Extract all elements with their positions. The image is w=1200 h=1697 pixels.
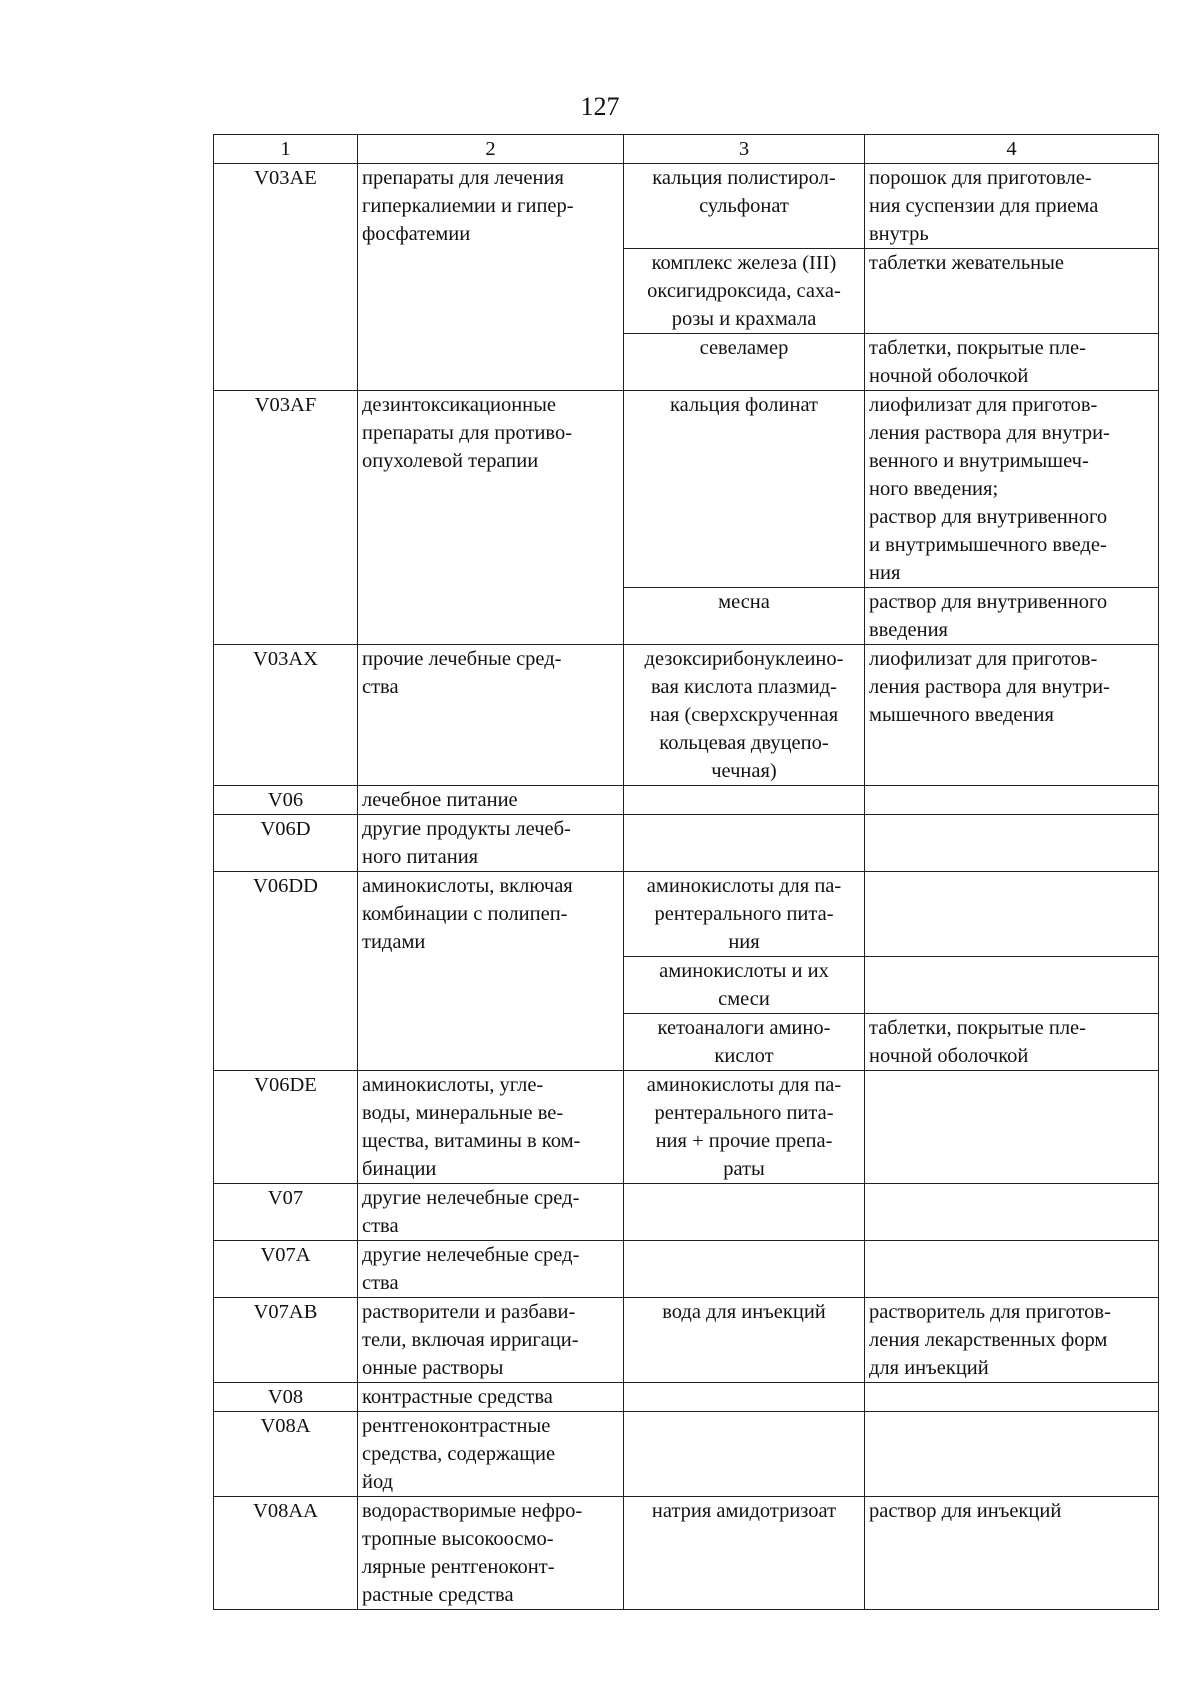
atc-code-cell: V03AE <box>214 164 358 391</box>
dosage-form-cell: растворитель для приготов- ления лекарственных форм для инъекций <box>865 1298 1159 1383</box>
header-col-1: 1 <box>214 135 358 164</box>
atc-group-cell: препараты для лечения гиперкалиемии и гипер- фосфатемии <box>358 164 624 391</box>
dosage-form-cell: таблетки, покрытые пле- ночной оболочкой <box>865 1014 1159 1071</box>
atc-code-cell: V07AB <box>214 1298 358 1383</box>
header-col-2: 2 <box>358 135 624 164</box>
table-row <box>214 872 1159 957</box>
dosage-form-cell: лиофилизат для приготов- ления раствора для внутри- мышечного введения <box>865 645 1159 786</box>
substance-cell: кетоаналоги амино- кислот <box>624 1014 865 1071</box>
table-row <box>214 1184 1159 1241</box>
dosage-form-cell <box>865 1184 1159 1241</box>
table-row <box>214 645 1159 786</box>
atc-code-cell: V06D <box>214 815 358 872</box>
substance-cell: месна <box>624 588 865 645</box>
atc-code-cell: V06DE <box>214 1071 358 1184</box>
table-row <box>214 1497 1159 1610</box>
table-row <box>214 815 1159 872</box>
table-row <box>214 1241 1159 1298</box>
header-col-4: 4 <box>865 135 1159 164</box>
substance-cell: натрия амидотризоат <box>624 1497 865 1610</box>
atc-code-cell: V07A <box>214 1241 358 1298</box>
atc-group-cell: прочие лечебные сред- ства <box>358 645 624 786</box>
atc-group-cell: аминокислоты, угле- воды, минеральные ве- щества, витамины в ком- бинации <box>358 1071 624 1184</box>
dosage-form-cell <box>865 1412 1159 1497</box>
table-row <box>214 1298 1159 1383</box>
atc-code-cell: V07 <box>214 1184 358 1241</box>
atc-group-cell: другие нелечебные сред- ства <box>358 1184 624 1241</box>
atc-group-cell: другие нелечебные сред- ства <box>358 1241 624 1298</box>
table-header-row <box>214 135 1159 164</box>
substance-cell: кальция полистирол- сульфонат <box>624 164 865 249</box>
dosage-form-cell <box>865 786 1159 815</box>
table-row <box>214 786 1159 815</box>
dosage-form-cell: раствор для внутривенного введения <box>865 588 1159 645</box>
substance-cell: аминокислоты для па- рентерального пита- ния + прочие препа- раты <box>624 1071 865 1184</box>
substance-cell: аминокислоты для па- рентерального пита- ния <box>624 872 865 957</box>
atc-group-cell: рентгеноконтрастные средства, содержащие йод <box>358 1412 624 1497</box>
atc-group-cell: лечебное питание <box>358 786 624 815</box>
atc-code-cell: V03AX <box>214 645 358 786</box>
atc-group-cell: аминокислоты, включая комбинации с полипеп- тидами <box>358 872 624 1071</box>
substance-cell <box>624 815 865 872</box>
substance-cell <box>624 786 865 815</box>
table-row <box>214 1071 1159 1184</box>
table-body <box>214 135 1159 1610</box>
dosage-form-cell: раствор для инъекций <box>865 1497 1159 1610</box>
atc-group-cell: водорастворимые нефро- тропные высокоосмо- лярные рентгеноконт- растные средства <box>358 1497 624 1610</box>
table-row <box>214 391 1159 588</box>
substance-cell <box>624 1184 865 1241</box>
page-number: 127 <box>580 92 620 121</box>
substance-cell <box>624 1412 865 1497</box>
dosage-form-cell <box>865 815 1159 872</box>
atc-group-cell: дезинтоксикационные препараты для противо- опухолевой терапии <box>358 391 624 645</box>
atc-code-cell: V08A <box>214 1412 358 1497</box>
dosage-form-cell <box>865 1383 1159 1412</box>
substance-cell: вода для инъекций <box>624 1298 865 1383</box>
dosage-form-cell: порошок для приготовле- ния суспензии для приема внутрь <box>865 164 1159 249</box>
table-row <box>214 1383 1159 1412</box>
atc-group-cell: другие продукты лечеб- ного питания <box>358 815 624 872</box>
substance-cell: кальция фолинат <box>624 391 865 588</box>
dosage-form-cell <box>865 1241 1159 1298</box>
atc-code-cell: V06 <box>214 786 358 815</box>
substance-cell <box>624 1241 865 1298</box>
dosage-form-cell: таблетки жевательные <box>865 249 1159 334</box>
substance-cell: аминокислоты и их смеси <box>624 957 865 1014</box>
dosage-form-cell: лиофилизат для приготов- ления раствора для внутри- венного и внутримышеч- ного введения; раствор для внутривенного и внутримышечного введе- ния <box>865 391 1159 588</box>
atc-group-cell: контрастные средства <box>358 1383 624 1412</box>
atc-code-cell: V03AF <box>214 391 358 645</box>
substance-cell: дезоксирибонуклеино- вая кислота плазмид- ная (сверхскрученная кольцевая двуцепо- чечная) <box>624 645 865 786</box>
dosage-form-cell <box>865 1071 1159 1184</box>
atc-code-cell: V08AA <box>214 1497 358 1610</box>
substance-cell <box>624 1383 865 1412</box>
atc-group-cell: растворители и разбави- тели, включая ирригаци- онные растворы <box>358 1298 624 1383</box>
header-col-3: 3 <box>624 135 865 164</box>
table-row <box>214 1412 1159 1497</box>
dosage-form-cell: таблетки, покрытые пле- ночной оболочкой <box>865 334 1159 391</box>
dosage-form-cell <box>865 872 1159 957</box>
dosage-form-cell <box>865 957 1159 1014</box>
atc-code-cell: V06DD <box>214 872 358 1071</box>
table-row <box>214 164 1159 249</box>
substance-cell: севеламер <box>624 334 865 391</box>
drug-table <box>213 134 1159 1610</box>
substance-cell: комплекс железа (III) оксигидроксида, саха- розы и крахмала <box>624 249 865 334</box>
atc-code-cell: V08 <box>214 1383 358 1412</box>
